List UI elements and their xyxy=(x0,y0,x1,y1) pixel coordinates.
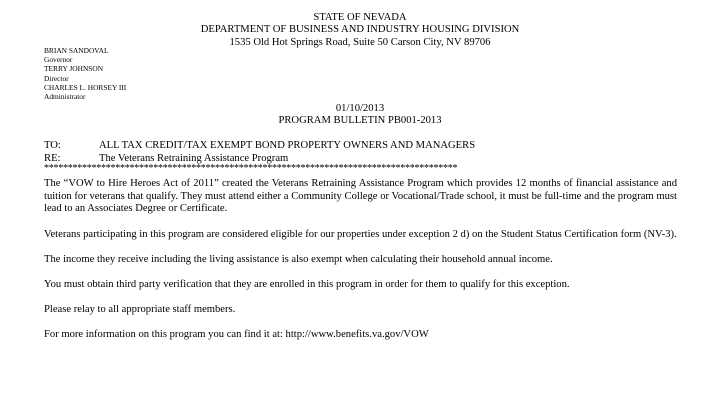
staff-title-governor: Governor xyxy=(44,55,73,65)
staff-title-director: Director xyxy=(44,73,69,83)
staff-name-governor: BRIAN SANDOVAL xyxy=(44,46,109,55)
memo-re-value: The Veterans Retraining Assistance Program xyxy=(99,153,289,164)
memo-re-label: RE: xyxy=(44,153,61,164)
body-paragraph-verification: You must obtain third party verification that they are enrolled in this program in order for them to qualify for this exception. xyxy=(44,279,570,290)
bulletin-number: PROGRAM BULLETIN PB001-2013 xyxy=(278,115,442,126)
staff-title-administrator: Administrator xyxy=(44,92,86,102)
asterisk-divider: *************************************************************************************** xyxy=(44,164,458,174)
body-paragraph-more-info: For more information on this program you can find it at: http://www.benefits.va.gov/VOW xyxy=(44,329,429,340)
body-paragraph-relay: Please relay to all appropriate staff members. xyxy=(44,304,236,315)
body-paragraph-intro: The “VOW to Hire Heroes Act of 2011” created the Veterans Retraining Assistance Program which provides 12 months of financial assistance and tuition for veterans that qualify. They must attend either a Community College or Vocational/Trade school, it must be full-time and the program must lead to an Associates Degree or Certificate. xyxy=(44,178,677,215)
department-heading: DEPARTMENT OF BUSINESS AND INDUSTRY HOUSING DIVISION xyxy=(200,24,520,35)
body-paragraph-income: The income they receive including the living assistance is also exempt when calculating their household annual income. xyxy=(44,254,553,265)
bulletin-date: 01/10/2013 xyxy=(335,103,385,114)
memo-to-value: ALL TAX CREDIT/TAX EXEMPT BOND PROPERTY OWNERS AND MANAGERS xyxy=(99,140,476,151)
memo-to-row xyxy=(44,140,475,152)
staff-name-administrator: CHARLES L. HORSEY III xyxy=(44,82,127,92)
body-paragraph-eligibility: Veterans participating in this program are considered eligible for our properties under exception 2 d) on the Student Status Certification form (NV-3). xyxy=(44,229,677,240)
state-heading: STATE OF NEVADA xyxy=(313,12,407,23)
memo-to-label: TO: xyxy=(44,140,61,151)
staff-name-director: TERRY JOHNSON xyxy=(44,64,104,74)
department-address: 1535 Old Hot Springs Road, Suite 50 Carson City, NV 89706 xyxy=(229,37,491,48)
staff-list xyxy=(44,46,126,101)
